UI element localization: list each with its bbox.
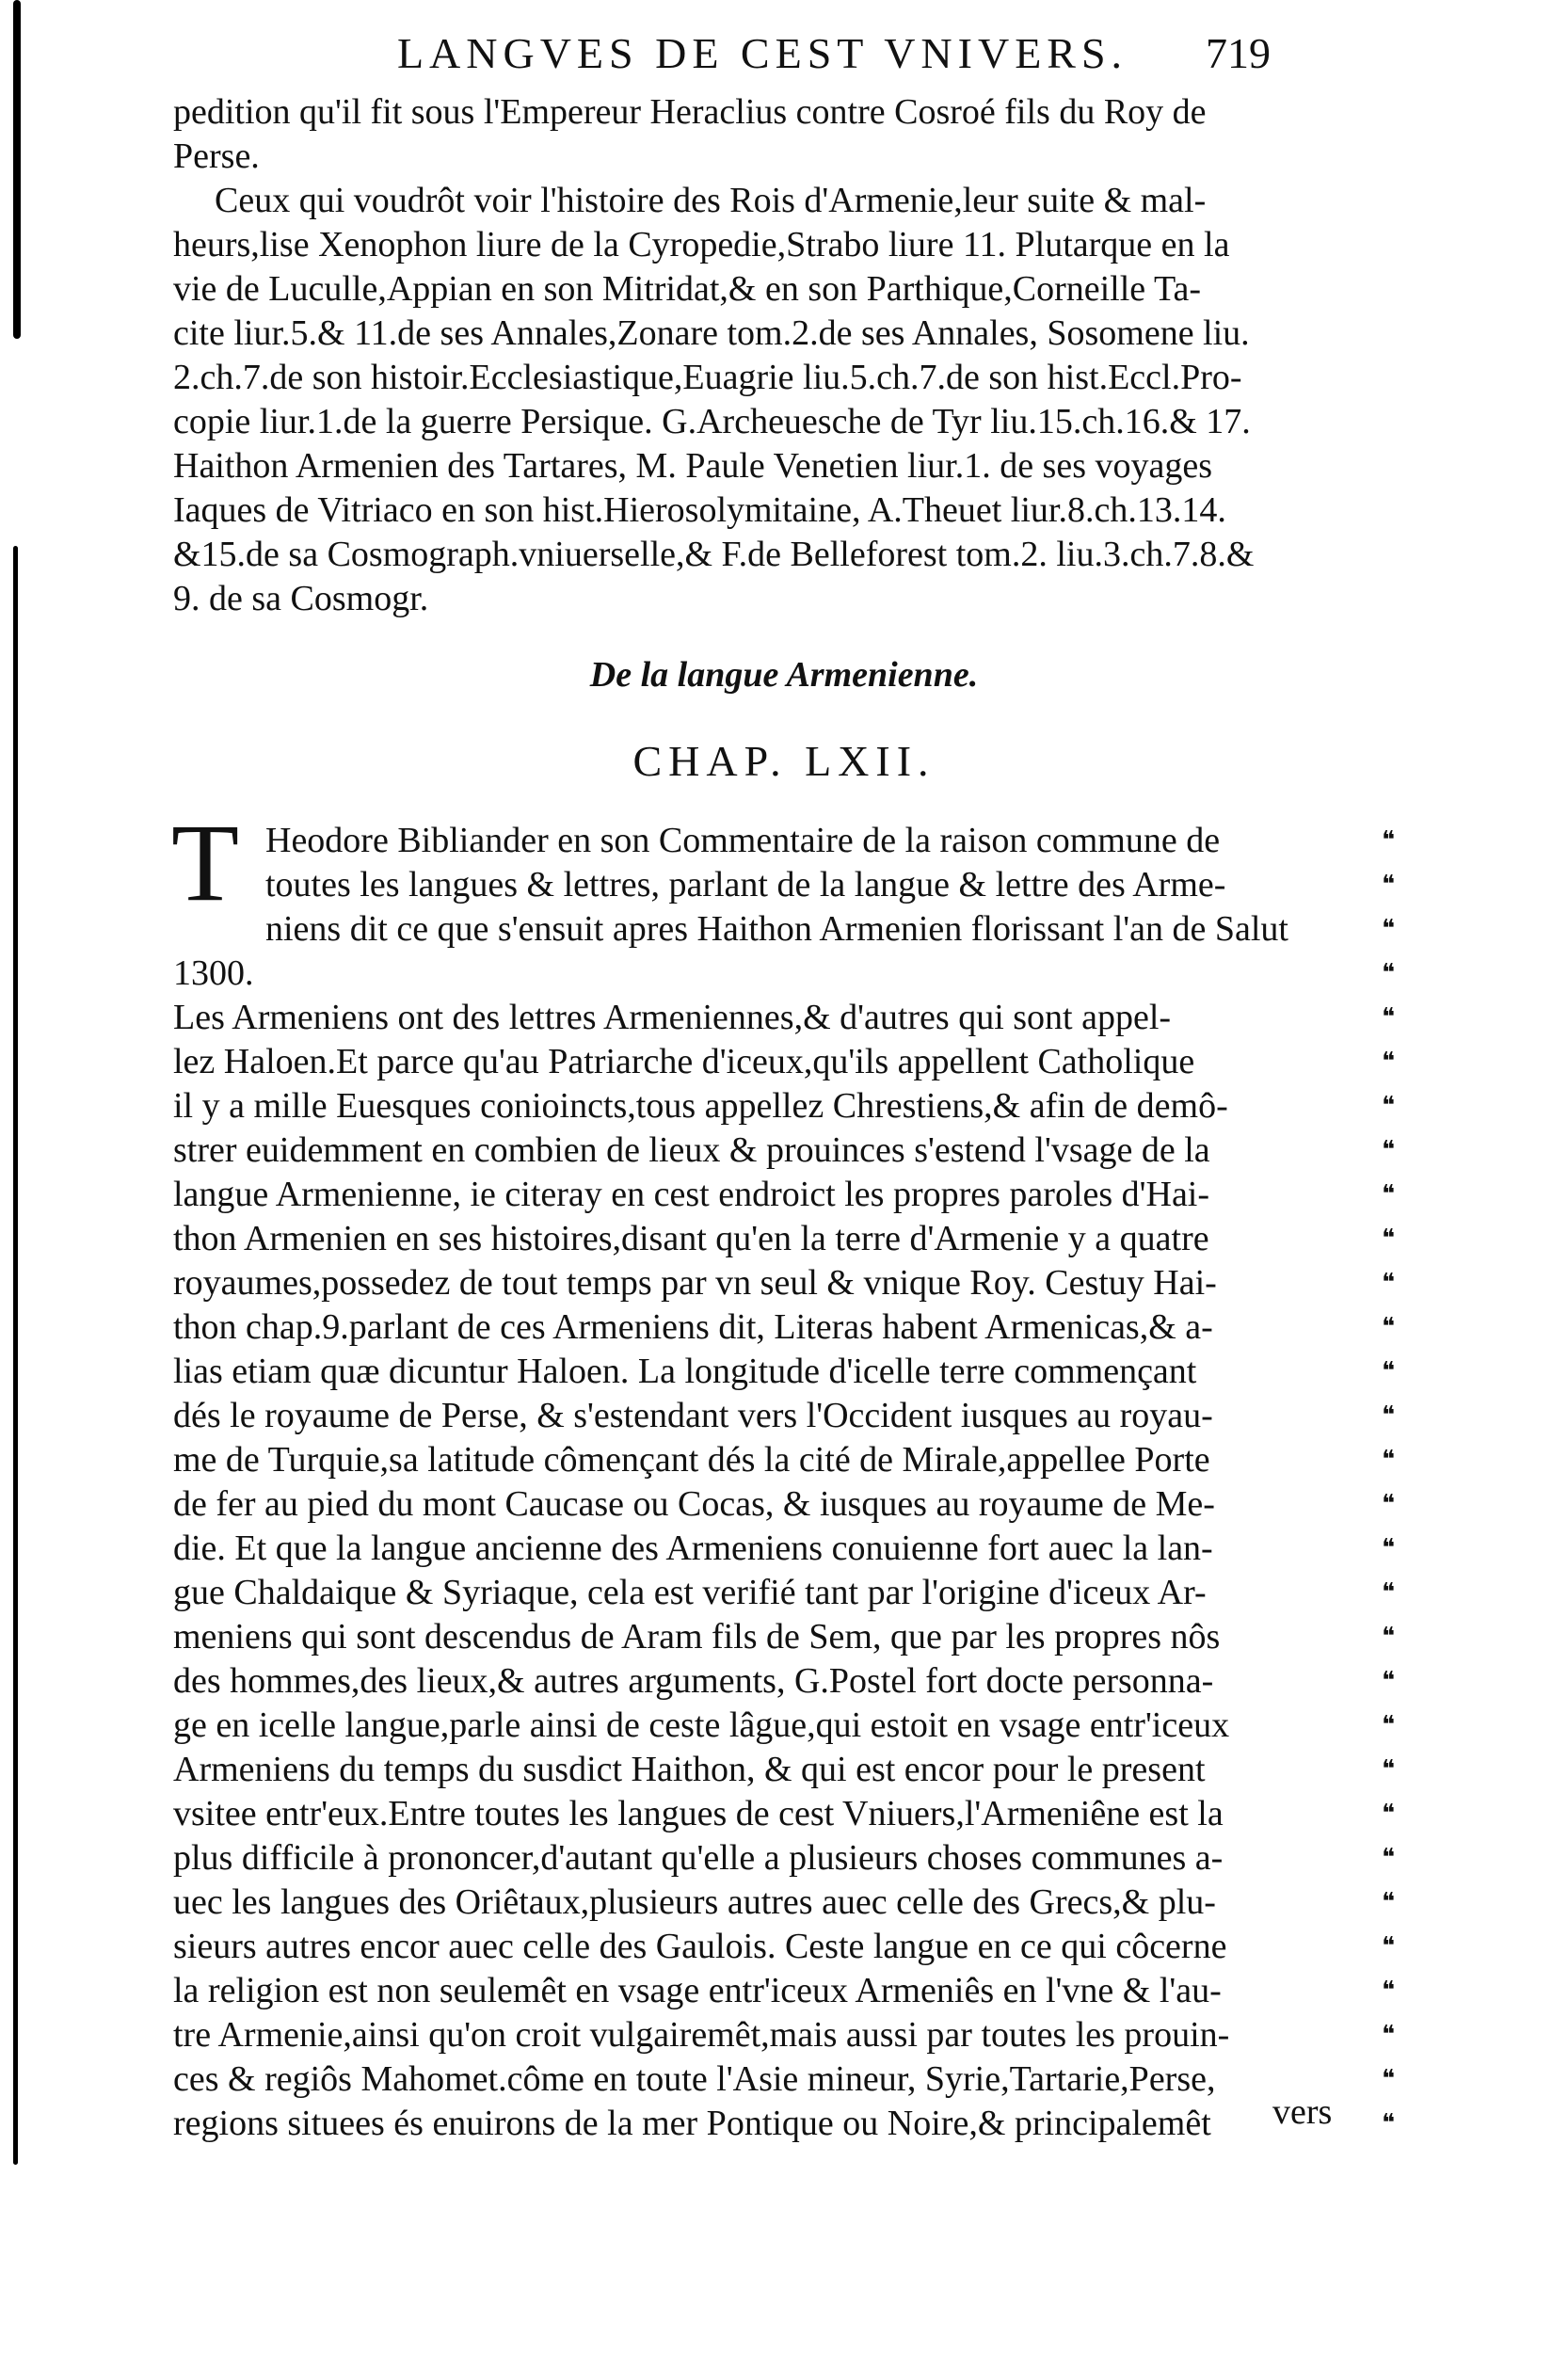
text-line: des hommes,des lieux,& autres arguments, G.Postel fort docte personna- [173, 1661, 1214, 1701]
text-line: Les Armeniens ont des lettres Armeniennes,& d'autres qui sont appel- [173, 998, 1172, 1037]
quotation-mark-icon: ❝ [1382, 1048, 1395, 1076]
chapter-body [173, 952, 1361, 2146]
quotation-mark-icon: ❝ [1382, 1711, 1395, 1739]
text-line: toutes les langues & lettres, parlant de la langue & lettre des Arme- [265, 865, 1226, 904]
text-line: thon Armenien en ses histoires,disant qu'en la terre d'Armenie y a quatre [173, 1219, 1209, 1258]
text-line: &15.de sa Cosmograph.vniuerselle,& F.de Belleforest tom.2. liu.3.ch.7.8.& [173, 535, 1255, 574]
quotation-mark-icon: ❝ [1382, 1800, 1395, 1828]
text-line: Haithon Armenien des Tartares, M. Paule Venetien liur.1. de ses voyages [173, 446, 1213, 486]
text-line: lias etiam quæ dicuntur Haloen. La longitude d'icelle terre commençant [173, 1352, 1197, 1391]
text-line: pedition qu'il fit sous l'Empereur Heraclius contre Cosroé fils du Roy de [173, 92, 1207, 132]
scan-shadow-edge [13, 0, 21, 339]
text-line: heurs,lise Xenophon liure de la Cyropedie,Strabo liure 11. Plutarque en la [173, 225, 1230, 264]
intro-paragraphs [173, 90, 1361, 621]
text-line: sieurs autres encor auec celle des Gaulois. Ceste langue en ce qui côcerne [173, 1927, 1227, 1966]
quotation-mark-icon: ❝ [1382, 959, 1395, 987]
text-line: de fer au pied du mont Caucase ou Cocas, & iusques au royaume de Me- [173, 1484, 1215, 1524]
text-line: vsitee entr'eux.Entre toutes les langues de cest Vniuers,l'Armeniêne est la [173, 1794, 1224, 1833]
text-line: me de Turquie,sa latitude cômençant dés la cité de Mirale,appellee Porte [173, 1440, 1210, 1480]
quotation-mark-icon: ❝ [1382, 1446, 1395, 1474]
text-line: regions situees és enuirons de la mer Pontique ou Noire,& principalemêt [173, 2104, 1211, 2143]
quotation-mark-icon: ❝ [1382, 1136, 1395, 1164]
quotation-mark-icon: ❝ [1382, 1623, 1395, 1651]
quotation-mark-icon: ❝ [1382, 1977, 1395, 2005]
chapter-title: CHAP. LXII. [632, 737, 936, 785]
text-line: royaumes,possedez de tout temps par vn seul & vnique Roy. Cestuy Hai- [173, 1263, 1217, 1303]
quotation-mark-icon: ❝ [1382, 1534, 1395, 1562]
text-line: copie liur.1.de la guerre Persique. G.Archeuesche de Tyr liu.15.ch.16.& 17. [173, 402, 1251, 441]
text-line: la religion est non seulemêt en vsage entr'iceux Armeniês en l'vne & l'au- [173, 1971, 1222, 2010]
text-line: ge en icelle langue,parle ainsi de ceste lâgue,qui estoit en vsage entr'iceux [173, 1705, 1230, 1745]
quotation-mark-icon: ❝ [1382, 1313, 1395, 1341]
quotation-mark-icon: ❝ [1382, 915, 1395, 943]
text-line: cite liur.5.& 11.de ses Annales,Zonare tom.2.de ses Annales, Sosomene liu. [173, 313, 1250, 353]
quotation-mark-icon: ❝ [1382, 1225, 1395, 1253]
text-line: niens dit ce que s'ensuit apres Haithon Armenien florissant l'an de Salut [265, 909, 1288, 949]
text-line: langue Armenienne, ie citeray en cest endroict les propres paroles d'Hai- [173, 1175, 1210, 1214]
quotation-mark-icon: ❝ [1382, 1269, 1395, 1297]
catchword: vers [1272, 2092, 1333, 2132]
scan-shadow-edge [13, 546, 18, 2165]
quotation-mark-icon: ❝ [1382, 1180, 1395, 1209]
quotation-marks-column [1382, 819, 1410, 2146]
text-line: uec les langues des Oriêtaux,plusieurs autres auec celle des Grecs,& plu- [173, 1882, 1216, 1922]
quotation-mark-icon: ❝ [1382, 1755, 1395, 1784]
text-line: Heodore Bibliander en son Commentaire de la raison commune de [265, 821, 1221, 860]
text-line: gue Chaldaique & Syriaque, cela est verifié tant par l'origine d'iceux Ar- [173, 1573, 1207, 1612]
quotation-mark-icon: ❝ [1382, 2021, 1395, 2049]
text-line: Armeniens du temps du susdict Haithon, & qui est encor pour le present [173, 1750, 1206, 1789]
quotation-mark-icon: ❝ [1382, 1932, 1395, 1961]
quotation-mark-icon: ❝ [1382, 2065, 1395, 2093]
text-line: Perse. [173, 136, 260, 176]
text-line: meniens qui sont descendus de Aram fils de Sem, que par les propres nôs [173, 1617, 1221, 1657]
text-line: 9. de sa Cosmogr. [173, 579, 429, 618]
drop-cap: T [171, 801, 240, 924]
text-line: Ceux qui voudrôt voir l'histoire des Rois d'Armenie,leur suite & mal- [215, 181, 1207, 220]
section-title: De la langue Armenienne. [589, 655, 979, 695]
quotation-mark-icon: ❝ [1382, 1357, 1395, 1385]
page-number: 719 [1206, 29, 1271, 77]
text-line: 1300. [173, 953, 254, 993]
text-line: dés le royaume de Perse, & s'estendant vers l'Occident iusques au royau- [173, 1396, 1213, 1435]
quotation-mark-icon: ❝ [1382, 871, 1395, 899]
text-line: strer euidemment en combien de lieux & prouinces s'estend l'vsage de la [173, 1130, 1210, 1170]
quotation-mark-icon: ❝ [1382, 826, 1395, 855]
text-line: die. Et que la langue ancienne des Armeniens conuienne fort auec la lan- [173, 1529, 1213, 1568]
text-line: tre Armenie,ainsi qu'on croit vulgairemêt,mais aussi par toutes les prouin- [173, 2015, 1230, 2055]
text-line: plus difficile à prononcer,d'autant qu'elle a plusieurs choses communes a- [173, 1838, 1224, 1878]
text-line: lez Haloen.Et parce qu'au Patriarche d'iceux,qu'ils appellent Catholique [173, 1042, 1195, 1081]
text-line: Iaques de Vitriaco en son hist.Hierosolymitaine, A.Theuet liur.8.ch.13.14. [173, 490, 1226, 530]
quotation-mark-icon: ❝ [1382, 1401, 1395, 1430]
running-head: LANGVES DE CEST VNIVERS. [396, 29, 1128, 77]
quotation-mark-icon: ❝ [1382, 1888, 1395, 1916]
quotation-mark-icon: ❝ [1382, 1490, 1395, 1518]
quotation-mark-icon: ❝ [1382, 1578, 1395, 1607]
quotation-mark-icon: ❝ [1382, 1667, 1395, 1695]
text-line: thon chap.9.parlant de ces Armeniens dit, Literas habent Armenicas,& a- [173, 1307, 1213, 1347]
quotation-mark-icon: ❝ [1382, 1844, 1395, 1872]
page-header [339, 28, 1271, 85]
text-line: il y a mille Euesques conioincts,tous appellez Chrestiens,& afin de demô- [173, 1086, 1228, 1126]
quotation-mark-icon: ❝ [1382, 1003, 1395, 1032]
quotation-mark-icon: ❝ [1382, 2109, 1395, 2137]
text-line: 2.ch.7.de son histoir.Ecclesiastique,Euagrie liu.5.ch.7.de son hist.Eccl.Pro- [173, 358, 1242, 397]
text-line: ces & regiôs Mahomet.côme en toute l'Asie mineur, Syrie,Tartarie,Perse, [173, 2059, 1216, 2099]
quotation-mark-icon: ❝ [1382, 1092, 1395, 1120]
text-line: vie de Luculle,Appian en son Mitridat,& en son Parthique,Corneille Ta- [173, 269, 1202, 309]
chapter-opening-lines [265, 819, 1363, 952]
